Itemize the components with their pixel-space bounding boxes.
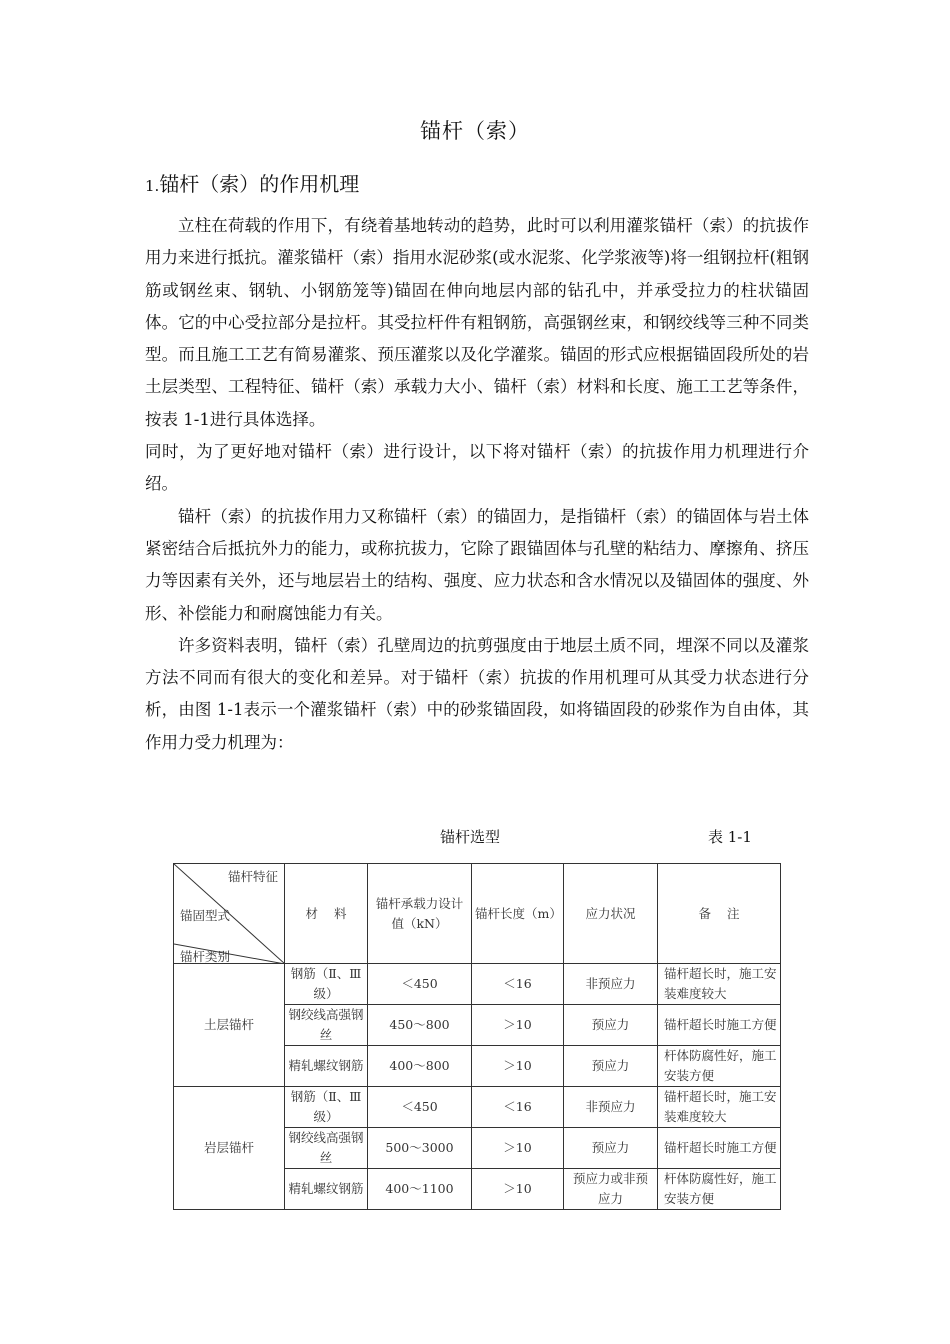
stress-cell: 预应力 bbox=[564, 1128, 658, 1169]
note-cell: 锚杆超长时，施工安装难度较大 bbox=[658, 1087, 781, 1128]
material-cell: 钢绞线高强钢丝 bbox=[285, 1005, 368, 1046]
stress-cell: 预应力或非预应力 bbox=[564, 1169, 658, 1210]
header-cell: 应力状况 bbox=[564, 864, 658, 964]
material-cell: 精轧螺纹钢筋 bbox=[285, 1046, 368, 1087]
material-cell: 钢筋（Ⅱ、Ⅲ级） bbox=[285, 1087, 368, 1128]
header-cell: 备 注 bbox=[658, 864, 781, 964]
paragraph: 同时，为了更好地对锚杆（索）进行设计，以下将对锚杆（索）的抗拔作用力机理进行介绍。 bbox=[145, 442, 809, 494]
stress-cell: 预应力 bbox=[564, 1046, 658, 1087]
paragraph: 锚杆（索）的抗拔作用力又称锚杆（索）的锚固力，是指锚杆（索）的锚固体与岩土体紧密结合后抵抗外力的能力，或称抗拔力，它除了跟锚固体与孔壁的粘结力、摩擦角、挤压力等因素有关外，还与地层岩土的结构、强度、应力状态和含水情况以及锚固体的强度、外形、补偿能力和耐腐蚀能力有关。 bbox=[145, 506, 809, 623]
length-cell: ＞10 bbox=[472, 1005, 564, 1046]
material-cell: 钢绞线高强钢丝 bbox=[285, 1128, 368, 1169]
section-heading bbox=[145, 168, 359, 197]
length-cell: ＜16 bbox=[472, 1087, 564, 1128]
header-cell: 锚杆长度（m） bbox=[472, 864, 564, 964]
paragraph: 立柱在荷载的作用下，有绕着基地转动的趋势，此时可以利用灌浆锚杆（索）的抗拔作用力来进行抵抗。灌浆锚杆（索）指用水泥砂浆(或水泥浆、化学浆液等)将一组钢拉杆(粗钢筋或钢丝束、钢轨、小钢筋笼等)锚固在伸向地层内部的钻孔中，并承受拉力的柱状锚固体。它的中心受拉部分是拉杆。其受拉杆件有粗钢筋，高强钢丝束，和钢绞线等三种不同类型。而且施工工艺有简易灌浆、预压灌浆以及化学灌浆。锚固的形式应根据锚固段所处的岩土层类型、工程特征、锚杆（索）承载力大小、锚杆（索）材料和长度、施工工艺等条件，按表 1-1进行具体选择。 bbox=[145, 216, 809, 429]
anchor-selection-table bbox=[173, 863, 781, 1210]
stress-cell: 非预应力 bbox=[564, 964, 658, 1005]
note-cell: 杆体防腐性好，施工安装方便 bbox=[658, 1169, 781, 1210]
length-cell: ＞10 bbox=[472, 1169, 564, 1210]
length-cell: ＞10 bbox=[472, 1046, 564, 1087]
length-cell: ＜16 bbox=[472, 964, 564, 1005]
diagonal-header-cell bbox=[174, 864, 285, 964]
table-row bbox=[174, 1087, 781, 1128]
table-row bbox=[174, 964, 781, 1005]
body-text bbox=[145, 210, 809, 759]
table-number: 表 1-1 bbox=[708, 828, 752, 846]
header-cell: 锚杆承载力设计值（kN） bbox=[368, 864, 472, 964]
diag-label-category: 锚杆类别 bbox=[180, 949, 231, 964]
table-header-row bbox=[174, 864, 781, 964]
diag-label-form: 锚固型式 bbox=[180, 908, 231, 923]
stress-cell: 非预应力 bbox=[564, 1087, 658, 1128]
table-caption: 锚杆选型 bbox=[440, 828, 501, 846]
note-cell: 锚杆超长时，施工安装难度较大 bbox=[658, 964, 781, 1005]
material-cell: 钢筋（Ⅱ、Ⅲ级） bbox=[285, 964, 368, 1005]
capacity-cell: 500～3000 bbox=[368, 1128, 472, 1169]
section-heading-text: 锚杆（索）的作用机理 bbox=[159, 172, 360, 196]
capacity-cell: 400～1100 bbox=[368, 1169, 472, 1210]
group-cell: 土层锚杆 bbox=[174, 964, 285, 1087]
capacity-cell: ＜450 bbox=[368, 1087, 472, 1128]
length-cell: ＞10 bbox=[472, 1128, 564, 1169]
group-cell: 岩层锚杆 bbox=[174, 1087, 285, 1210]
section-number: 1. bbox=[145, 177, 160, 195]
capacity-cell: 400～800 bbox=[368, 1046, 472, 1087]
stress-cell: 预应力 bbox=[564, 1005, 658, 1046]
diag-label-feature: 锚杆特征 bbox=[227, 869, 278, 884]
note-cell: 杆体防腐性好，施工安装方便 bbox=[658, 1046, 781, 1087]
header-cell: 材 料 bbox=[285, 864, 368, 964]
note-cell: 锚杆超长时施工方便 bbox=[658, 1128, 781, 1169]
capacity-cell: 450～800 bbox=[368, 1005, 472, 1046]
capacity-cell: ＜450 bbox=[368, 964, 472, 1005]
material-cell: 精轧螺纹钢筋 bbox=[285, 1169, 368, 1210]
page-title: 锚杆（索） bbox=[420, 119, 530, 143]
paragraph: 许多资料表明，锚杆（索）孔壁周边的抗剪强度由于地层土质不同，埋深不同以及灌浆方法不同而有很大的变化和差异。对于锚杆（索）抗拔的作用机理可从其受力状态进行分析，由图 1-1表示一个灌浆锚杆（索）中的砂浆锚固段，如将锚固段的砂浆作为自由体，其作用力受力机理为： bbox=[145, 635, 809, 752]
note-cell: 锚杆超长时施工方便 bbox=[658, 1005, 781, 1046]
